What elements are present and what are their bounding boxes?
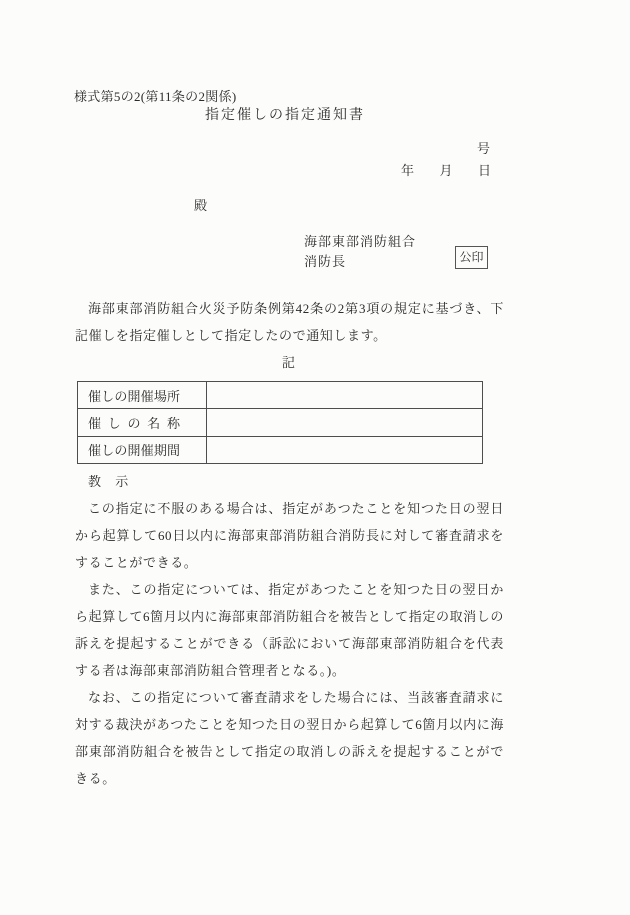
venue-label-cell: [78, 382, 207, 409]
event-name-label: 催しの名称: [88, 415, 180, 431]
addressee-honorific: 殿: [194, 198, 209, 213]
notice-paragraph-after-ruling: なお、この指定について審査請求をした場合には、当該審査請求に対する裁決があつたことを知つた日の翌日から起算して6箇月以内に海部東部消防組合を被告として指定の取消しの訴えを提起することができる。: [75, 690, 504, 786]
table-row-venue: [78, 382, 483, 409]
period-label-cell: [78, 436, 207, 463]
table-row-period: [78, 436, 483, 463]
date-year-label: 年: [401, 163, 415, 178]
seal-label: 公印: [459, 250, 484, 264]
sender-organization: 海部東部消防組合: [304, 234, 417, 249]
form-number: 様式第5の2(第11条の2関係): [74, 89, 237, 104]
event-details-table: [77, 381, 483, 464]
page-title: 指定催しの指定通知書: [205, 108, 365, 123]
notice-paragraph-review-request: この指定に不服のある場合は、指定があつたことを知つた日の翌日から起算して60日以内に海部東部消防組合消防長に対して審査請求をすることができる。: [75, 501, 504, 570]
sender-title: 消防長: [304, 254, 347, 269]
event-name-value-cell: [207, 409, 483, 436]
notice-section: [75, 468, 504, 792]
intro-paragraph: 海部東部消防組合火災予防条例第42条の2第3項の規定に基づき、下記催しを指定催しとして指定したので通知します。: [75, 301, 504, 343]
period-label: 催しの開催期間: [88, 443, 180, 459]
venue-label: 催しの開催場所: [88, 388, 180, 404]
notice-heading: 教 示: [88, 474, 129, 489]
official-seal-placeholder: [455, 246, 488, 269]
period-value-cell: [207, 436, 483, 463]
table-row-event-name: [78, 409, 483, 436]
venue-value-cell: [207, 382, 483, 409]
document-number-suffix: 号: [476, 141, 491, 156]
notice-paragraph-lawsuit: また、この指定については、指定があつたことを知つた日の翌日から起算して6箇月以内に海部東部消防組合を被告として指定の取消しの訴えを提起することができる（訴訟において海部東部消防組合を代表する者は海部東部消防組合管理者となる。)。: [75, 582, 504, 678]
ki-heading: 記: [281, 355, 297, 370]
event-name-label-cell: [78, 409, 207, 436]
date-month-label: 月: [439, 163, 453, 178]
date-line: [401, 160, 491, 179]
date-day-label: 日: [477, 163, 491, 178]
